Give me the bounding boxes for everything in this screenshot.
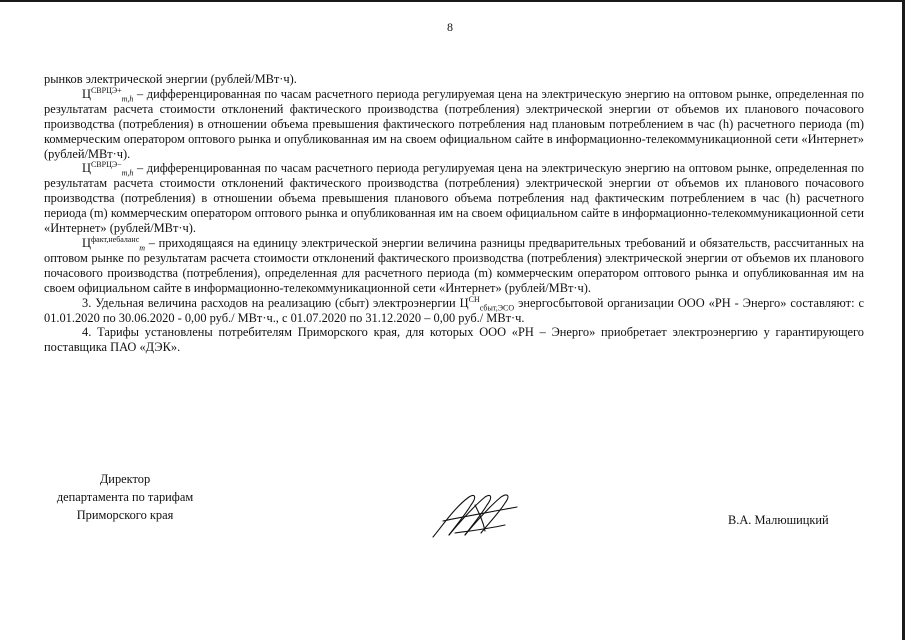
price-symbol: $Ц^{СВРЦЭ-}_{m,h}$ [82, 160, 134, 178]
signer-title-line: департамента по тарифам [56, 490, 194, 504]
handwritten-signature [425, 485, 525, 545]
price-symbol: $Ц^{СВРЦЭ+}_{m,h}$ [82, 85, 134, 104]
signer-title [30, 470, 220, 524]
definition-fact-imbalance [44, 236, 864, 296]
document-body [44, 72, 864, 355]
definition-svrce-plus [44, 87, 864, 162]
definition-text: – дифференцированная по часам расчетного периода регулируемая цена на электрическую энергию на оптовом рынке, определенная по результатам расчета стоимости отклонений фактического производства (потребления) электрической энергии от объемов их планового почасового производства (потребления) в отношении объема превышения фактического потребления над плановым потреблением в час (h) расчетного периода (m) коммерческим оператором оптового рынка и опубликованная им на своем официальном сайте в информационно-телекоммуникационной сети «Интернет» (рублей/МВт·ч). [44, 86, 864, 161]
intro-line: рынков электрической энергии (рублей/МВт·ч). [44, 72, 297, 86]
signer-title-line: Приморского края [76, 508, 174, 522]
item-3-sales-expenses: 3. Удельная величина расходов на реализацию (сбыт) электроэнергии $Ц^{СН}_{сбыт,ЭСО}$ энергосбытовой организации ООО «РН - Энерго» составляют: с 01.01.2020 по 30.06.2020 - 0,00 руб./ МВт·ч., с 01.07.2020 по 31.12.2020 – 0,00 руб./ МВт·ч. [44, 294, 864, 325]
definition-text: – приходящаяся на единицу электрической энергии величина разницы предварительных требований и обязательств, рассчитанных на оптовом рынке по результатам расчета стоимости отклонений фактического производства (потребления) электрической энергии от объемов их планового почасового производства (потребления), определенная для расчетного периода (m) коммерческим оператором оптового рынка и опубликованная им на своем официальном сайте в информационно-телекоммуникационной сети «Интернет» (рублей/МВт·ч). [44, 235, 864, 295]
definition-svrce-minus [44, 161, 864, 236]
scan-edge-top [0, 0, 905, 2]
definition-text: – дифференцированная по часам расчетного периода регулируемая цена на электрическую энергию на оптовом рынке, определенная по результатам расчета стоимости отклонений фактического производства (потребления) электрической энергии от объемов их планового почасового производства (потребления) в отношении объема превышения планового объема потребления над фактическим потреблением в час (h) расчетного периода (m) коммерческим оператором оптового рынка и опубликованная им на своем официальном сайте в информационно-телекоммуникационной сети «Интернет» (рублей/МВт·ч). [44, 161, 864, 236]
signer-name: В.А. Малюшицкий [728, 513, 829, 527]
page-number: 8 [447, 20, 453, 34]
price-symbol: $Ц^{факт,небаланс}_m$ [82, 234, 146, 253]
item-4-tariffs: 4. Тарифы установлены потребителям Приморского края, для которых ООО «РН – Энерго» приобретает электроэнергию у гарантирующего поставщика ПАО «ДЭК». [44, 325, 864, 355]
price-symbol: $Ц^{СН}_{сбыт,ЭСО}$ [459, 294, 515, 313]
signer-title-line: Директор [99, 472, 151, 486]
